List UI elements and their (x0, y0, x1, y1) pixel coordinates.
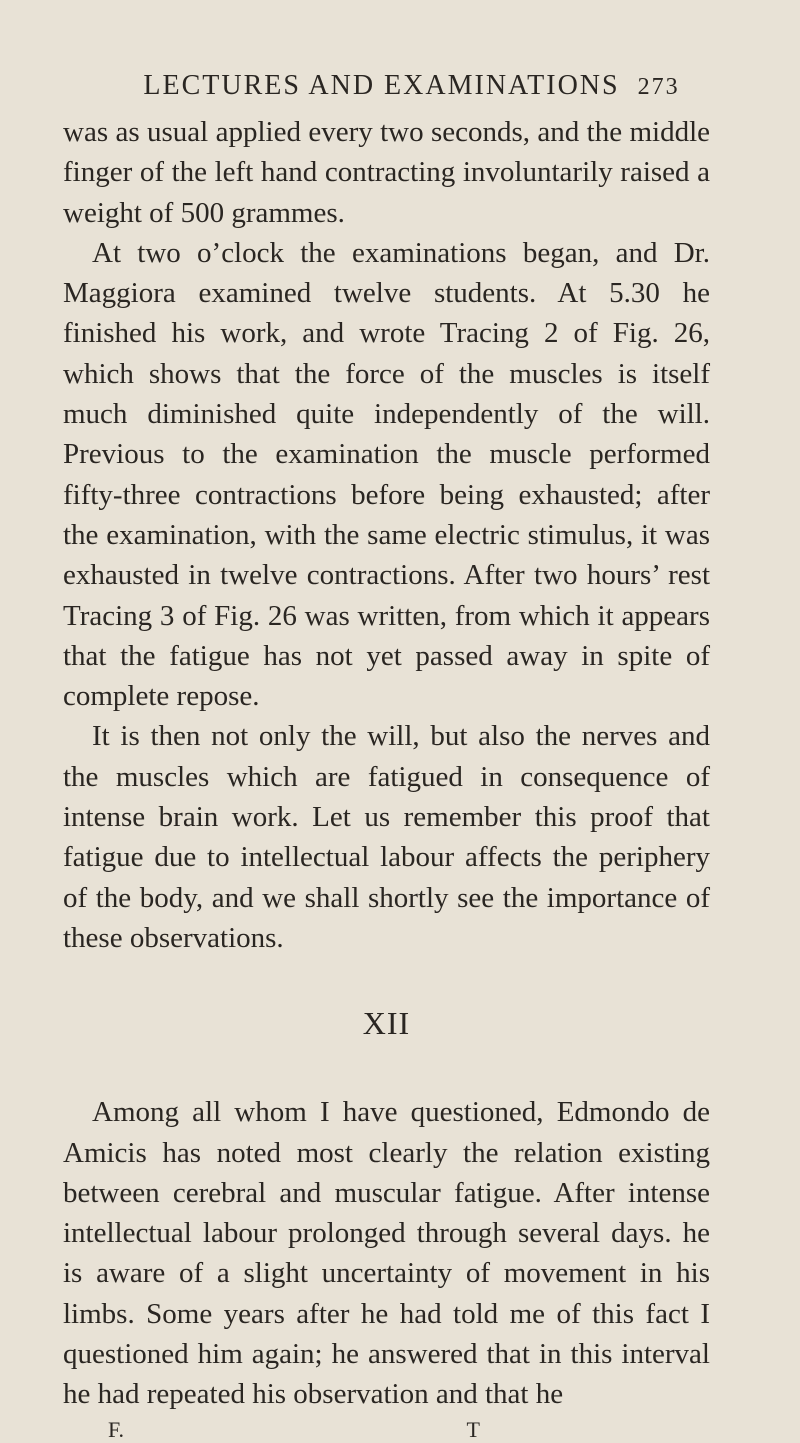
paragraph: Among all whom I have questioned, Edmondo de Amicis has noted most clearly the relation existing between cerebral and muscular fatigue. After intense intellectual labour prolonged through several days. he is aware of a slight uncertainty of movement in his limbs. Some years after he had told me of this fact I questioned him again; he answered that in this interval he had repeated his observation and that he (63, 1096, 710, 1411)
section-number: XII (362, 1005, 411, 1042)
page-number: 273 (637, 74, 680, 100)
running-head-title: LECTURES AND EXAMINATIONS (143, 70, 620, 101)
signature-mark-right: T (466, 1416, 480, 1442)
paragraph: was as usual applied every two seconds, and the middle finger of the left hand contracting involuntarily raised a weight of 500 grammes. (63, 116, 710, 229)
signature-marks (63, 1417, 710, 1443)
paragraph: It is then not only the will, but also the nerves and the muscles which are fatigued in consequence of intense brain work. Let us remember this proof that fatigue due to intellectual labour affects the periphery of the body, and we shall shortly see the importance of these observations. (63, 720, 710, 954)
paragraph: At two o’clock the examinations began, and Dr. Maggiora examined twelve students. At 5.30 he finished his work, and wrote Tracing 2 of Fig. 26, which shows that the force of the muscles is itself much diminished quite independently of the will. Previous to the examination the muscle performed fifty-three contractions before being exhausted; after the examination, with the same electric stimulus, it was exhausted in twelve contractions. After two hours’ rest Tracing 3 of Fig. 26 was written, from which it appears that the fatigue has not yet passed away in spite of complete repose. (63, 236, 710, 713)
signature-mark-left: F. (108, 1416, 124, 1442)
running-head (113, 70, 710, 102)
